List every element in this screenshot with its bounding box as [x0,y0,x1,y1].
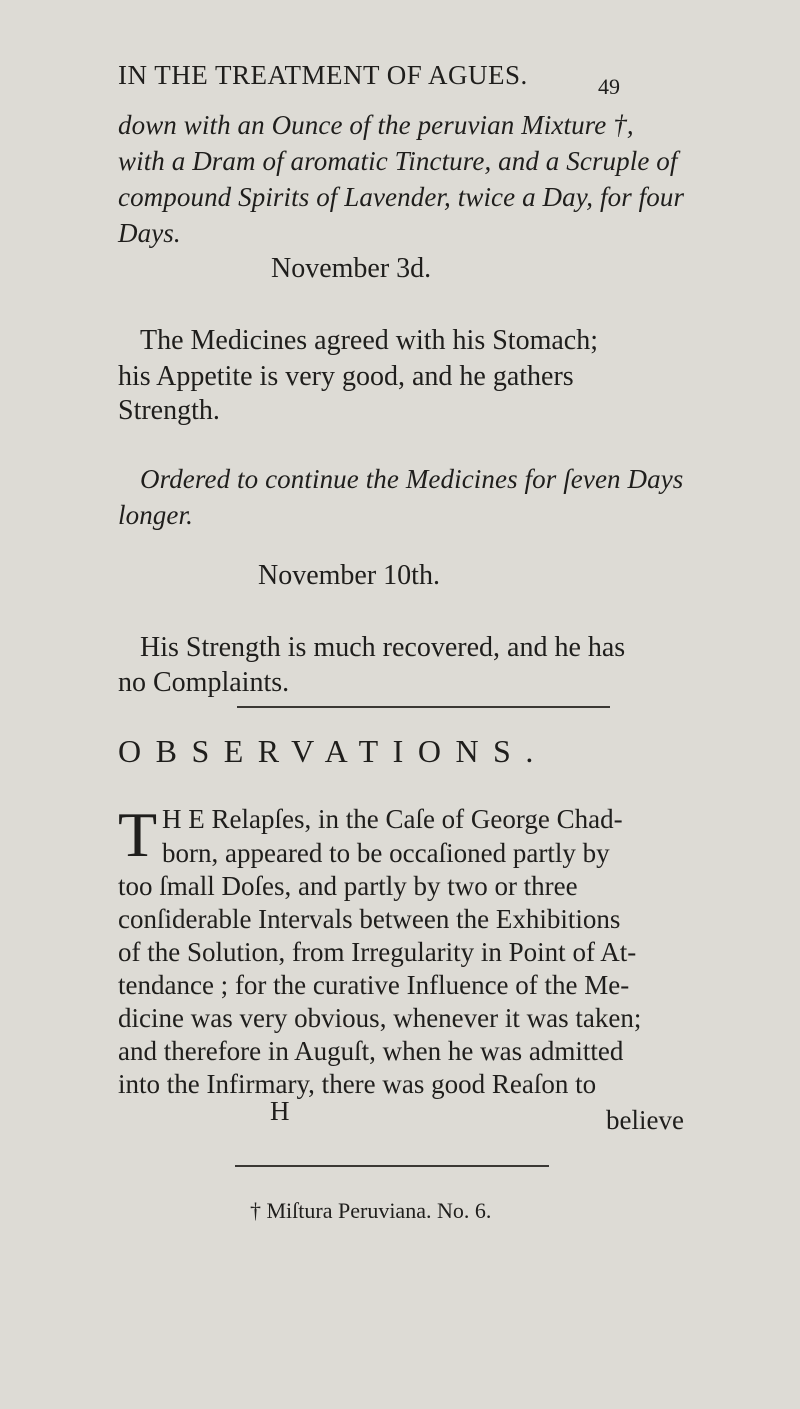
entry-line: no Complaints. [118,667,290,698]
order-line: longer. [118,500,193,530]
body-line: and therefore in Auguſt, when he was admitted [118,1036,624,1066]
body-line: H E Relapſes, in the Caſe of George Chad- [162,804,623,834]
entry-line: his Appetite is very good, and he gathers [118,361,574,392]
entry-line: Strength. [118,395,220,426]
prescription-line: compound Spirits of Lavender, twice a Day, for four [118,182,685,212]
observations-heading: OBSERVATIONS. [118,733,548,769]
catchword: believe [606,1105,684,1135]
page-number: 49 [598,74,620,99]
running-head: IN THE TREATMENT OF AGUES. [118,60,528,90]
signature-mark: H [270,1096,290,1126]
prescription-line: with a Dram of aromatic Tincture, and a Scruple of [118,146,678,176]
order-line: Ordered to continue the Medicines for ſeven Days [140,464,684,494]
entry-date: November 10th. [258,560,440,591]
footnote: † Miſtura Peruviana. No. 6. [250,1198,492,1223]
body-line: born, appeared to be occaſioned partly by [162,838,610,868]
entry-line: The Medicines agreed with his Stomach; [140,325,598,356]
footnote-rule [235,1165,549,1167]
prescription-line: Days. [118,218,181,248]
section-rule [237,706,610,708]
drop-cap: T [118,799,158,870]
body-line: too ſmall Doſes, and partly by two or three [118,871,578,901]
body-line: tendance ; for the curative Influence of the Me- [118,970,630,1000]
body-line: dicine was very obvious, whenever it was taken; [118,1003,642,1033]
prescription-line: down with an Ounce of the peruvian Mixture †, [118,110,634,140]
entry-line: His Strength is much recovered, and he has [140,632,626,663]
entry-date: November 3d. [271,253,432,284]
body-line: of the Solution, from Irregularity in Point of At- [118,937,637,967]
body-line: conſiderable Intervals between the Exhibitions [118,904,621,934]
body-line: into the Infirmary, there was good Reaſon to [118,1069,597,1099]
